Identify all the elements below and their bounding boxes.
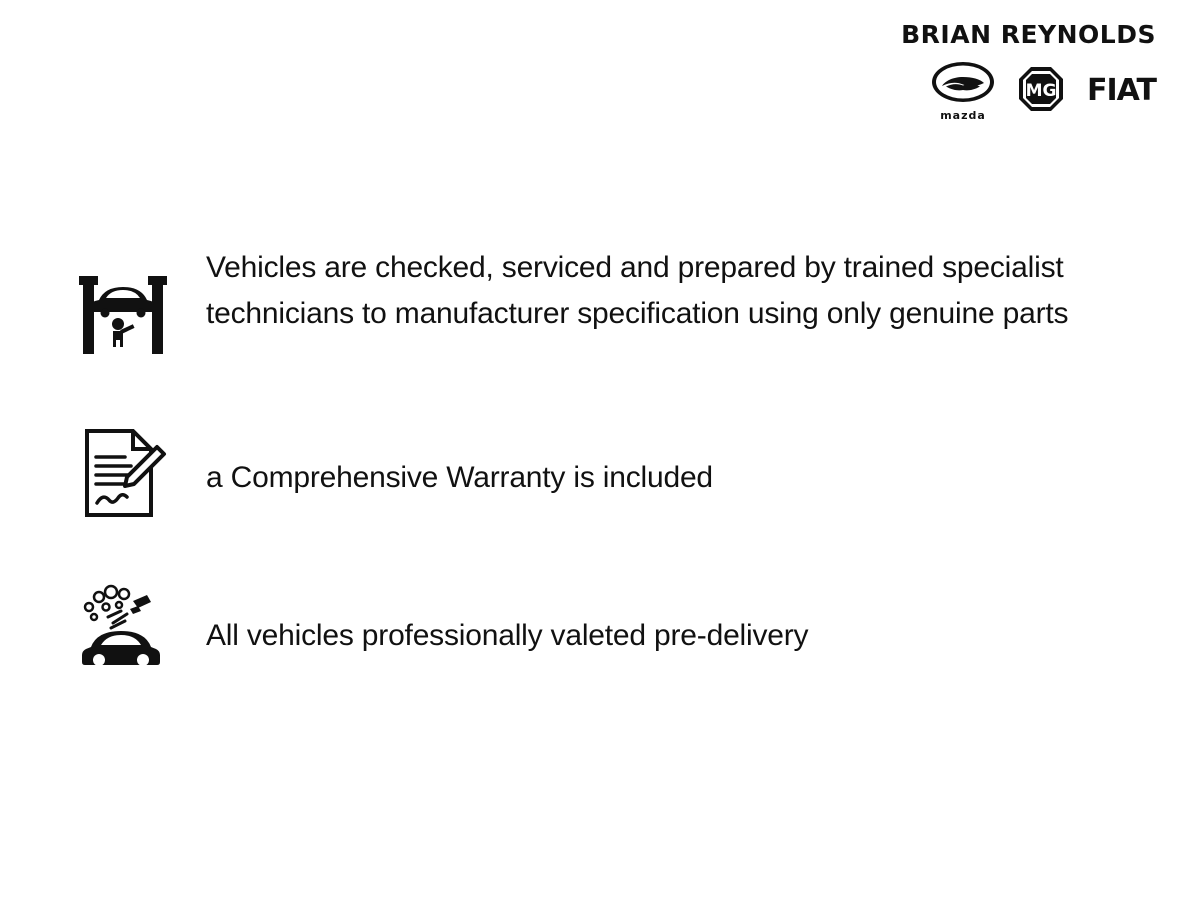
brand-header: [901, 22, 1156, 121]
car-wash-icon: [68, 579, 178, 679]
mazda-wordmark: mazda: [940, 109, 986, 122]
marque-logo-row: [901, 61, 1156, 121]
car-on-lift-icon: [68, 267, 178, 367]
mg-logo-icon: [1017, 65, 1065, 117]
feature-text: All vehicles professionally valeted pre-delivery: [206, 619, 809, 652]
feature-text: Vehicles are checked, serviced and prepared by trained specialist technicians to manufacturer specification using only genuine parts: [206, 251, 1069, 330]
feature-item: [68, 423, 1140, 523]
marque-mg: [1017, 65, 1065, 117]
signed-document-icon: [68, 423, 178, 523]
feature-item: [68, 579, 1140, 679]
fiat-logo-icon: FIAT: [1086, 73, 1156, 108]
feature-list: [68, 245, 1140, 735]
dealer-name: BRIAN REYNOLDS: [901, 20, 1156, 49]
feature-text: a Comprehensive Warranty is included: [206, 461, 713, 494]
marque-mazda: [931, 61, 995, 121]
mazda-logo-icon: [931, 61, 995, 107]
feature-item: [68, 245, 1140, 367]
svg-text:MG: MG: [1025, 81, 1057, 101]
marque-fiat: [1086, 73, 1156, 108]
